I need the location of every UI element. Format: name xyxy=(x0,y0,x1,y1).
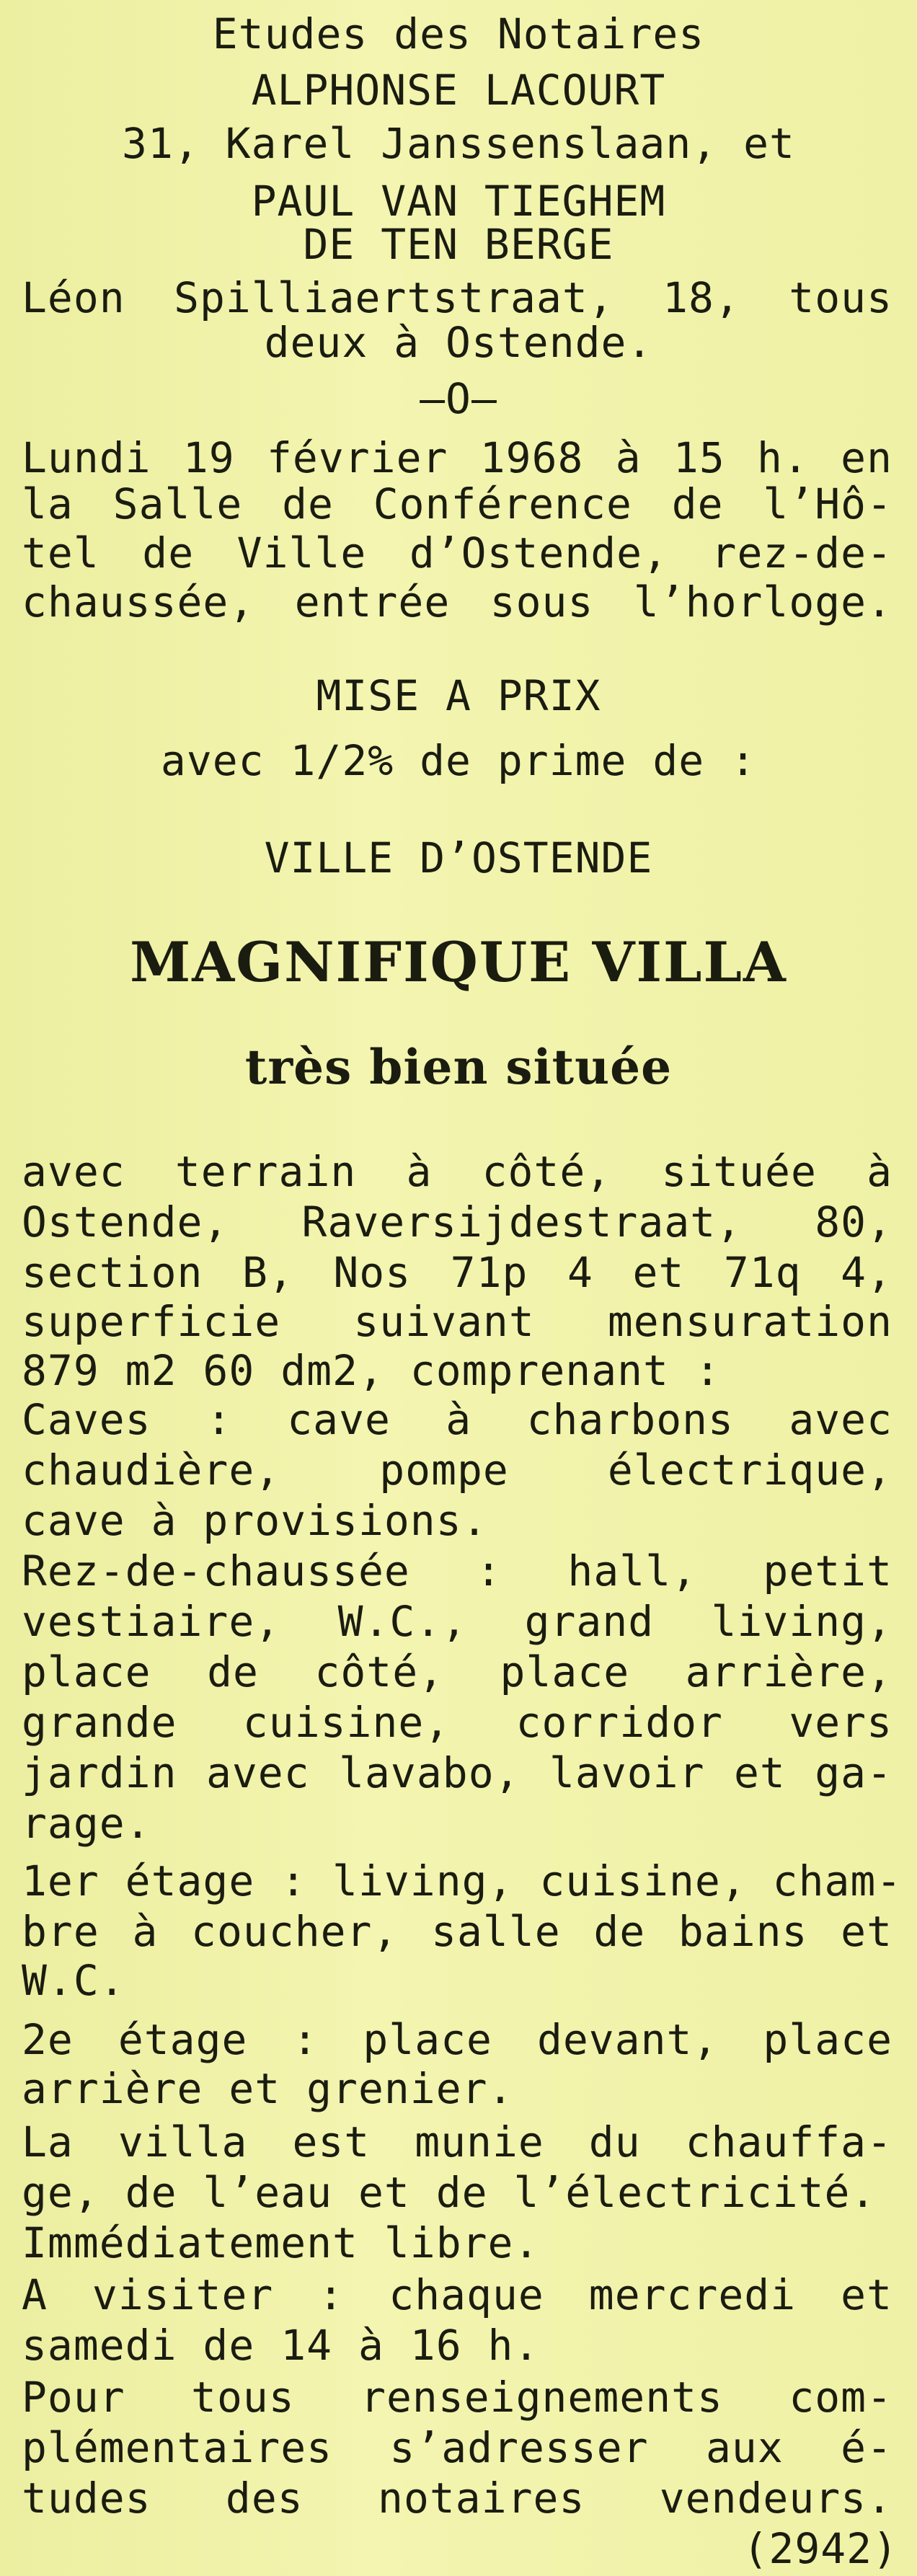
description-line: Caves : cave à charbons avec xyxy=(22,1395,892,1444)
description-line: W.C. xyxy=(22,1956,125,2005)
sale-notice-line-2: la Salle de Conférence de l’Hô- xyxy=(22,479,892,528)
description-line: Immédiatement libre. xyxy=(22,2218,540,2267)
sale-notice-line-1: Lundi 19 février 1968 à 15 h. en xyxy=(22,433,892,482)
description-line: rage. xyxy=(22,1799,151,1848)
description-line: section B, Nos 71p 4 et 71q 4, xyxy=(22,1248,892,1297)
description-line: A visiter : chaque mercredi et xyxy=(22,2270,892,2319)
description-line: 2e étage : place devant, place xyxy=(22,2015,892,2064)
description-line: grande cuisine, corridor vers xyxy=(22,1698,892,1747)
description-line: Rez-de-chaussée : hall, petit xyxy=(22,1546,892,1595)
description-line: arrière et grenier. xyxy=(22,2064,514,2113)
description-line: bre à coucher, salle de bains et xyxy=(22,1907,892,1956)
description-line: chaudière, pompe électrique, xyxy=(22,1446,892,1495)
location-heading: VILLE D’OSTENDE xyxy=(264,833,653,882)
mise-a-prix-title: MISE A PRIX xyxy=(316,671,601,720)
description-line: tudes des notaires vendeurs. xyxy=(22,2474,892,2523)
description-line: superficie suivant mensuration xyxy=(22,1297,892,1346)
sale-notice-line-3: tel de Ville d’Ostende, rez-de- xyxy=(22,528,892,577)
description-line: 1er étage : living, cuisine, cham- xyxy=(22,1856,903,1906)
header-line-7: deux à Ostende. xyxy=(264,318,653,367)
description-line: vestiaire, W.C., grand living, xyxy=(22,1597,892,1646)
description-line: La villa est munie du chauffa- xyxy=(22,2117,892,2166)
header-line-2: ALPHONSE LACOURT xyxy=(251,66,666,115)
description-line: Pour tous renseignements com- xyxy=(22,2373,892,2422)
header-line-1: Etudes des Notaires xyxy=(212,9,705,58)
description-line: Ostende, Raversijdestraat, 80, xyxy=(22,1198,892,1247)
description-line: place de côté, place arrière, xyxy=(22,1647,892,1696)
sale-notice-line-4: chaussée, entrée sous l’horloge. xyxy=(22,577,892,627)
description-line: jardin avec lavabo, lavoir et ga- xyxy=(22,1748,892,1797)
description-line: avec terrain à côté, située à xyxy=(22,1147,892,1196)
description-line: cave à provisions. xyxy=(22,1496,488,1545)
header-line-4: PAUL VAN TIEGHEM xyxy=(251,177,666,226)
description-line: 879 m2 60 dm2, comprenant : xyxy=(22,1346,721,1395)
separator: —O— xyxy=(420,374,497,423)
headline: MAGNIFIQUE VILLA xyxy=(130,930,787,994)
header-line-3: 31, Karel Janssenslaan, et xyxy=(122,119,795,168)
header-line-6: Léon Spilliaertstraat, 18, tous xyxy=(22,273,892,322)
mise-a-prix-prime: avec 1/2% de prime de : xyxy=(160,736,757,785)
description-line: ge, de l’eau et de l’électricité. xyxy=(22,2168,877,2217)
header-line-5: DE TEN BERGE xyxy=(303,220,614,269)
description-line: plémentaires s’adresser aux é- xyxy=(22,2423,892,2472)
reference-number: (2942) xyxy=(743,2524,898,2573)
description-line: samedi de 14 à 16 h. xyxy=(22,2321,540,2370)
subheadline: très bien située xyxy=(244,1039,673,1095)
